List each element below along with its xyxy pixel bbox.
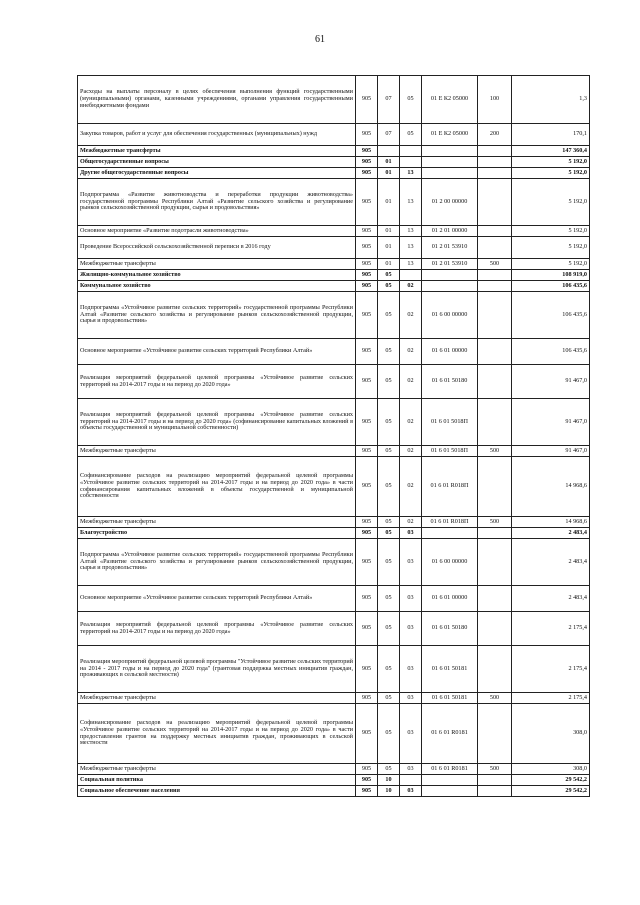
row-section-code: 01 xyxy=(378,157,400,168)
table-row xyxy=(78,259,590,270)
row-expense-type xyxy=(478,399,512,446)
row-expense-type xyxy=(478,646,512,693)
row-amount: 91 467,0 xyxy=(512,399,590,446)
row-expense-type xyxy=(478,786,512,797)
table-row xyxy=(78,237,590,259)
row-expense-type: 500 xyxy=(478,693,512,704)
row-amount: 5 192,0 xyxy=(512,168,590,179)
row-section-code: 05 xyxy=(378,539,400,586)
row-section-code: 01 xyxy=(378,226,400,237)
row-target-article: 01 6 01 00000 xyxy=(422,339,478,365)
row-expense-type xyxy=(478,528,512,539)
row-amount: 2 175,4 xyxy=(512,612,590,646)
table-row xyxy=(78,693,590,704)
row-subsection-code: 03 xyxy=(400,704,422,764)
table-row xyxy=(78,399,590,446)
row-grbs-code: 905 xyxy=(356,446,378,457)
row-amount: 170,1 xyxy=(512,124,590,146)
table-row xyxy=(78,292,590,339)
row-grbs-code: 905 xyxy=(356,365,378,399)
table-row xyxy=(78,775,590,786)
row-subsection-code: 02 xyxy=(400,339,422,365)
row-subsection-code: 03 xyxy=(400,764,422,775)
row-subsection-code: 13 xyxy=(400,259,422,270)
row-target-article xyxy=(422,528,478,539)
row-section-code: 01 xyxy=(378,237,400,259)
row-target-article: 01 Е К2 05000 xyxy=(422,124,478,146)
row-grbs-code: 905 xyxy=(356,786,378,797)
row-target-article xyxy=(422,775,478,786)
row-name: Социальное обеспечение населения xyxy=(78,786,356,797)
row-target-article xyxy=(422,281,478,292)
row-section-code: 05 xyxy=(378,399,400,446)
row-grbs-code: 905 xyxy=(356,76,378,124)
row-target-article: 01 6 01 50180 xyxy=(422,612,478,646)
row-name: Благоустройство xyxy=(78,528,356,539)
row-grbs-code: 905 xyxy=(356,539,378,586)
row-grbs-code: 905 xyxy=(356,586,378,612)
row-target-article: 01 6 00 00000 xyxy=(422,539,478,586)
row-section-code: 07 xyxy=(378,124,400,146)
table-row xyxy=(78,365,590,399)
row-section-code xyxy=(378,146,400,157)
row-target-article: 01 6 01 5018П xyxy=(422,446,478,457)
row-name: Межбюджетные трансферты xyxy=(78,517,356,528)
row-amount: 2 483,4 xyxy=(512,528,590,539)
row-grbs-code: 905 xyxy=(356,693,378,704)
row-subsection-code: 03 xyxy=(400,586,422,612)
row-amount: 91 467,0 xyxy=(512,446,590,457)
row-target-article: 01 2 01 53910 xyxy=(422,259,478,270)
row-name: Софинансирование расходов на реализацию мероприятий федеральной целевой программы «Устойчивое развитие сельских территорий на 2014-2017 годы и на период до 2020 года» в части софинансирования капитальных вложений в объекты государственной и муниципальной собственности xyxy=(78,457,356,517)
row-name: Жилищно-коммунальное хозяйство xyxy=(78,270,356,281)
row-subsection-code: 13 xyxy=(400,226,422,237)
row-amount: 14 968,6 xyxy=(512,457,590,517)
row-expense-type xyxy=(478,237,512,259)
row-expense-type: 500 xyxy=(478,764,512,775)
row-target-article: 01 2 00 00000 xyxy=(422,179,478,226)
row-grbs-code: 905 xyxy=(356,612,378,646)
row-expense-type: 500 xyxy=(478,446,512,457)
row-section-code: 05 xyxy=(378,517,400,528)
row-name: Подпрограмма «Устойчивое развитие сельских территорий» государственной программы Республики Алтай «Развитие сельского хозяйства и регулирование рынков сельскохозяйственной продукции, сырья и продовольствия» xyxy=(78,539,356,586)
row-grbs-code: 905 xyxy=(356,764,378,775)
row-amount: 5 192,0 xyxy=(512,237,590,259)
row-subsection-code xyxy=(400,157,422,168)
table-row xyxy=(78,168,590,179)
row-name: Проведение Всероссийской сельскохозяйственной переписи в 2016 году xyxy=(78,237,356,259)
row-amount: 1,3 xyxy=(512,76,590,124)
row-subsection-code xyxy=(400,270,422,281)
row-name: Подпрограмма «Развитие животноводства и переработки продукции животноводства» государственной программы Республики Алтай «Развитие сельского хозяйства и регулирование рынков сельскохозяйственной продукции, сырья и продовольствия» xyxy=(78,179,356,226)
row-name: Основное мероприятие «Развитие подотрасли животноводства» xyxy=(78,226,356,237)
row-expense-type xyxy=(478,281,512,292)
row-name: Социальная политика xyxy=(78,775,356,786)
row-subsection-code: 13 xyxy=(400,168,422,179)
row-grbs-code: 905 xyxy=(356,270,378,281)
row-amount: 5 192,0 xyxy=(512,226,590,237)
row-amount: 108 919,0 xyxy=(512,270,590,281)
table-row xyxy=(78,786,590,797)
row-name: Реализация мероприятий федеральной целевой программы «Устойчивое развитие сельских территорий на 2014-2017 годы и на период до 2020 года» xyxy=(78,612,356,646)
row-section-code: 05 xyxy=(378,457,400,517)
row-amount: 106 435,6 xyxy=(512,292,590,339)
row-section-code: 05 xyxy=(378,339,400,365)
table-row xyxy=(78,281,590,292)
row-section-code: 01 xyxy=(378,259,400,270)
row-name: Основное мероприятие «Устойчивое развитие сельских территорий Республики Алтай» xyxy=(78,339,356,365)
row-expense-type xyxy=(478,539,512,586)
row-expense-type xyxy=(478,168,512,179)
row-name: Межбюджетные трансферты xyxy=(78,446,356,457)
table-row xyxy=(78,76,590,124)
row-subsection-code: 02 xyxy=(400,365,422,399)
row-expense-type xyxy=(478,226,512,237)
row-expense-type: 100 xyxy=(478,76,512,124)
row-target-article: 01 6 01 R0181 xyxy=(422,704,478,764)
row-name: Реализация мероприятий федеральной целевой программы «Устойчивое развитие сельских территорий на 2014-2017 годы и на период до 2020 года» (софинансирование капитальных вложений в объекты государственной и муниципальной собственности) xyxy=(78,399,356,446)
row-section-code: 10 xyxy=(378,786,400,797)
row-section-code: 05 xyxy=(378,270,400,281)
row-grbs-code: 905 xyxy=(356,179,378,226)
row-amount: 2 175,4 xyxy=(512,646,590,693)
row-expense-type xyxy=(478,339,512,365)
row-grbs-code: 905 xyxy=(356,259,378,270)
row-section-code: 05 xyxy=(378,528,400,539)
row-grbs-code: 905 xyxy=(356,146,378,157)
row-target-article: 01 6 01 R018П xyxy=(422,457,478,517)
row-target-article: 01 6 00 00000 xyxy=(422,292,478,339)
row-expense-type xyxy=(478,365,512,399)
row-name: Расходы на выплаты персоналу в целях обеспечения выполнения функций государственными (муниципальными) органами, казенными учреждениями, органами управления государственными внебюджетными фондами xyxy=(78,76,356,124)
row-section-code: 05 xyxy=(378,693,400,704)
row-target-article: 01 6 01 5018П xyxy=(422,399,478,446)
row-grbs-code: 905 xyxy=(356,237,378,259)
row-amount: 29 542,2 xyxy=(512,786,590,797)
row-grbs-code: 905 xyxy=(356,124,378,146)
row-grbs-code: 905 xyxy=(356,292,378,339)
row-target-article xyxy=(422,270,478,281)
row-target-article xyxy=(422,168,478,179)
table-row xyxy=(78,517,590,528)
row-subsection-code: 03 xyxy=(400,693,422,704)
row-section-code: 05 xyxy=(378,612,400,646)
row-expense-type: 500 xyxy=(478,517,512,528)
row-expense-type: 500 xyxy=(478,259,512,270)
row-target-article: 01 2 01 00000 xyxy=(422,226,478,237)
row-target-article xyxy=(422,146,478,157)
table-row xyxy=(78,539,590,586)
table-row xyxy=(78,528,590,539)
table-row xyxy=(78,124,590,146)
table-row xyxy=(78,270,590,281)
table-row xyxy=(78,764,590,775)
row-target-article: 01 2 01 53910 xyxy=(422,237,478,259)
row-amount: 106 435,6 xyxy=(512,281,590,292)
row-amount: 5 192,0 xyxy=(512,179,590,226)
row-grbs-code: 905 xyxy=(356,457,378,517)
row-expense-type xyxy=(478,146,512,157)
page-number: 61 xyxy=(315,34,325,45)
row-target-article: 01 6 01 50181 xyxy=(422,646,478,693)
row-name: Межбюджетные трансферты xyxy=(78,259,356,270)
row-subsection-code: 03 xyxy=(400,646,422,693)
row-name: Реализация мероприятий федеральной целевой программы «Устойчивое развитие сельских территорий на 2014-2017 годы и на период до 2020 года» xyxy=(78,365,356,399)
row-subsection-code: 02 xyxy=(400,457,422,517)
row-subsection-code: 05 xyxy=(400,124,422,146)
row-subsection-code: 02 xyxy=(400,446,422,457)
row-section-code: 05 xyxy=(378,281,400,292)
row-grbs-code: 905 xyxy=(356,646,378,693)
row-amount: 5 192,0 xyxy=(512,259,590,270)
row-grbs-code: 905 xyxy=(356,339,378,365)
table-row xyxy=(78,457,590,517)
row-section-code: 01 xyxy=(378,179,400,226)
row-section-code: 05 xyxy=(378,704,400,764)
row-name: Подпрограмма «Устойчивое развитие сельских территорий» государственной программы Республики Алтай «Развитие сельского хозяйства и регулирование рынков сельскохозяйственной продукции, сырья и продовольствия» xyxy=(78,292,356,339)
row-target-article: 01 6 01 50180 xyxy=(422,365,478,399)
row-subsection-code: 02 xyxy=(400,399,422,446)
row-subsection-code: 02 xyxy=(400,281,422,292)
row-subsection-code xyxy=(400,775,422,786)
row-amount: 5 192,0 xyxy=(512,157,590,168)
table-row xyxy=(78,704,590,764)
row-target-article: 01 6 01 R0181 xyxy=(422,764,478,775)
table-row xyxy=(78,339,590,365)
row-target-article: 01 6 01 R018П xyxy=(422,517,478,528)
row-subsection-code: 03 xyxy=(400,539,422,586)
table-row xyxy=(78,179,590,226)
table-row xyxy=(78,646,590,693)
table-row xyxy=(78,586,590,612)
row-grbs-code: 905 xyxy=(356,226,378,237)
row-grbs-code: 905 xyxy=(356,528,378,539)
row-amount: 14 968,6 xyxy=(512,517,590,528)
row-name: Основное мероприятие «Устойчивое развитие сельских территорий Республики Алтай» xyxy=(78,586,356,612)
table-row xyxy=(78,446,590,457)
table-row xyxy=(78,157,590,168)
row-target-article: 01 6 01 00000 xyxy=(422,586,478,612)
row-name: Межбюджетные трансферты xyxy=(78,693,356,704)
row-subsection-code xyxy=(400,146,422,157)
row-subsection-code: 03 xyxy=(400,528,422,539)
row-section-code: 05 xyxy=(378,446,400,457)
row-expense-type xyxy=(478,292,512,339)
row-amount: 29 542,2 xyxy=(512,775,590,786)
row-amount: 147 360,4 xyxy=(512,146,590,157)
row-section-code: 05 xyxy=(378,586,400,612)
row-amount: 308,0 xyxy=(512,764,590,775)
row-grbs-code: 905 xyxy=(356,517,378,528)
row-amount: 2 175,4 xyxy=(512,693,590,704)
row-subsection-code: 13 xyxy=(400,237,422,259)
row-name: Межбюджетные трансферты xyxy=(78,146,356,157)
row-section-code: 05 xyxy=(378,764,400,775)
row-expense-type xyxy=(478,270,512,281)
row-name: Софинансирование расходов на реализацию мероприятий федеральной целевой программы «Устойчивое развитие сельских территорий на 2014-2017 годы и на период до 2020 года» в части предоставления грантов на поддержку местных инициатив граждан, проживающих в сельской местности xyxy=(78,704,356,764)
row-subsection-code: 13 xyxy=(400,179,422,226)
row-expense-type xyxy=(478,586,512,612)
row-name: Общегосударственные вопросы xyxy=(78,157,356,168)
row-name: Коммунальное хозяйство xyxy=(78,281,356,292)
row-grbs-code: 905 xyxy=(356,704,378,764)
row-expense-type xyxy=(478,179,512,226)
row-target-article: 01 Е К2 05000 xyxy=(422,76,478,124)
row-target-article xyxy=(422,157,478,168)
budget-table xyxy=(77,75,590,797)
table-row xyxy=(78,612,590,646)
row-expense-type xyxy=(478,157,512,168)
row-expense-type xyxy=(478,704,512,764)
row-name: Закупка товаров, работ и услуг для обеспечения государственных (муниципальных) нужд xyxy=(78,124,356,146)
row-section-code: 07 xyxy=(378,76,400,124)
row-expense-type xyxy=(478,775,512,786)
row-name: Реализация мероприятий федеральной целевой программы "Устойчивое развитие сельских территорий на 2014 - 2017 годы и на период до 2020 года" (грантовая поддержка местных инициатив граждан, проживающих в сельской местности) xyxy=(78,646,356,693)
row-section-code: 01 xyxy=(378,168,400,179)
row-grbs-code: 905 xyxy=(356,157,378,168)
row-amount: 2 483,4 xyxy=(512,539,590,586)
row-subsection-code: 03 xyxy=(400,612,422,646)
row-subsection-code: 02 xyxy=(400,292,422,339)
row-subsection-code: 05 xyxy=(400,76,422,124)
row-grbs-code: 905 xyxy=(356,399,378,446)
row-expense-type xyxy=(478,457,512,517)
row-expense-type: 200 xyxy=(478,124,512,146)
table-row xyxy=(78,226,590,237)
row-amount: 2 483,4 xyxy=(512,586,590,612)
row-section-code: 05 xyxy=(378,646,400,693)
row-subsection-code: 03 xyxy=(400,786,422,797)
row-target-article xyxy=(422,786,478,797)
row-grbs-code: 905 xyxy=(356,775,378,786)
row-subsection-code: 02 xyxy=(400,517,422,528)
row-amount: 91 467,0 xyxy=(512,365,590,399)
row-target-article: 01 6 01 50181 xyxy=(422,693,478,704)
row-name: Межбюджетные трансферты xyxy=(78,764,356,775)
row-expense-type xyxy=(478,612,512,646)
row-amount: 106 435,6 xyxy=(512,339,590,365)
row-name: Другие общегосударственные вопросы xyxy=(78,168,356,179)
row-section-code: 05 xyxy=(378,292,400,339)
table-row xyxy=(78,146,590,157)
row-section-code: 05 xyxy=(378,365,400,399)
row-amount: 308,0 xyxy=(512,704,590,764)
budget-table-body xyxy=(78,76,590,797)
row-grbs-code: 905 xyxy=(356,281,378,292)
row-grbs-code: 905 xyxy=(356,168,378,179)
row-section-code: 10 xyxy=(378,775,400,786)
